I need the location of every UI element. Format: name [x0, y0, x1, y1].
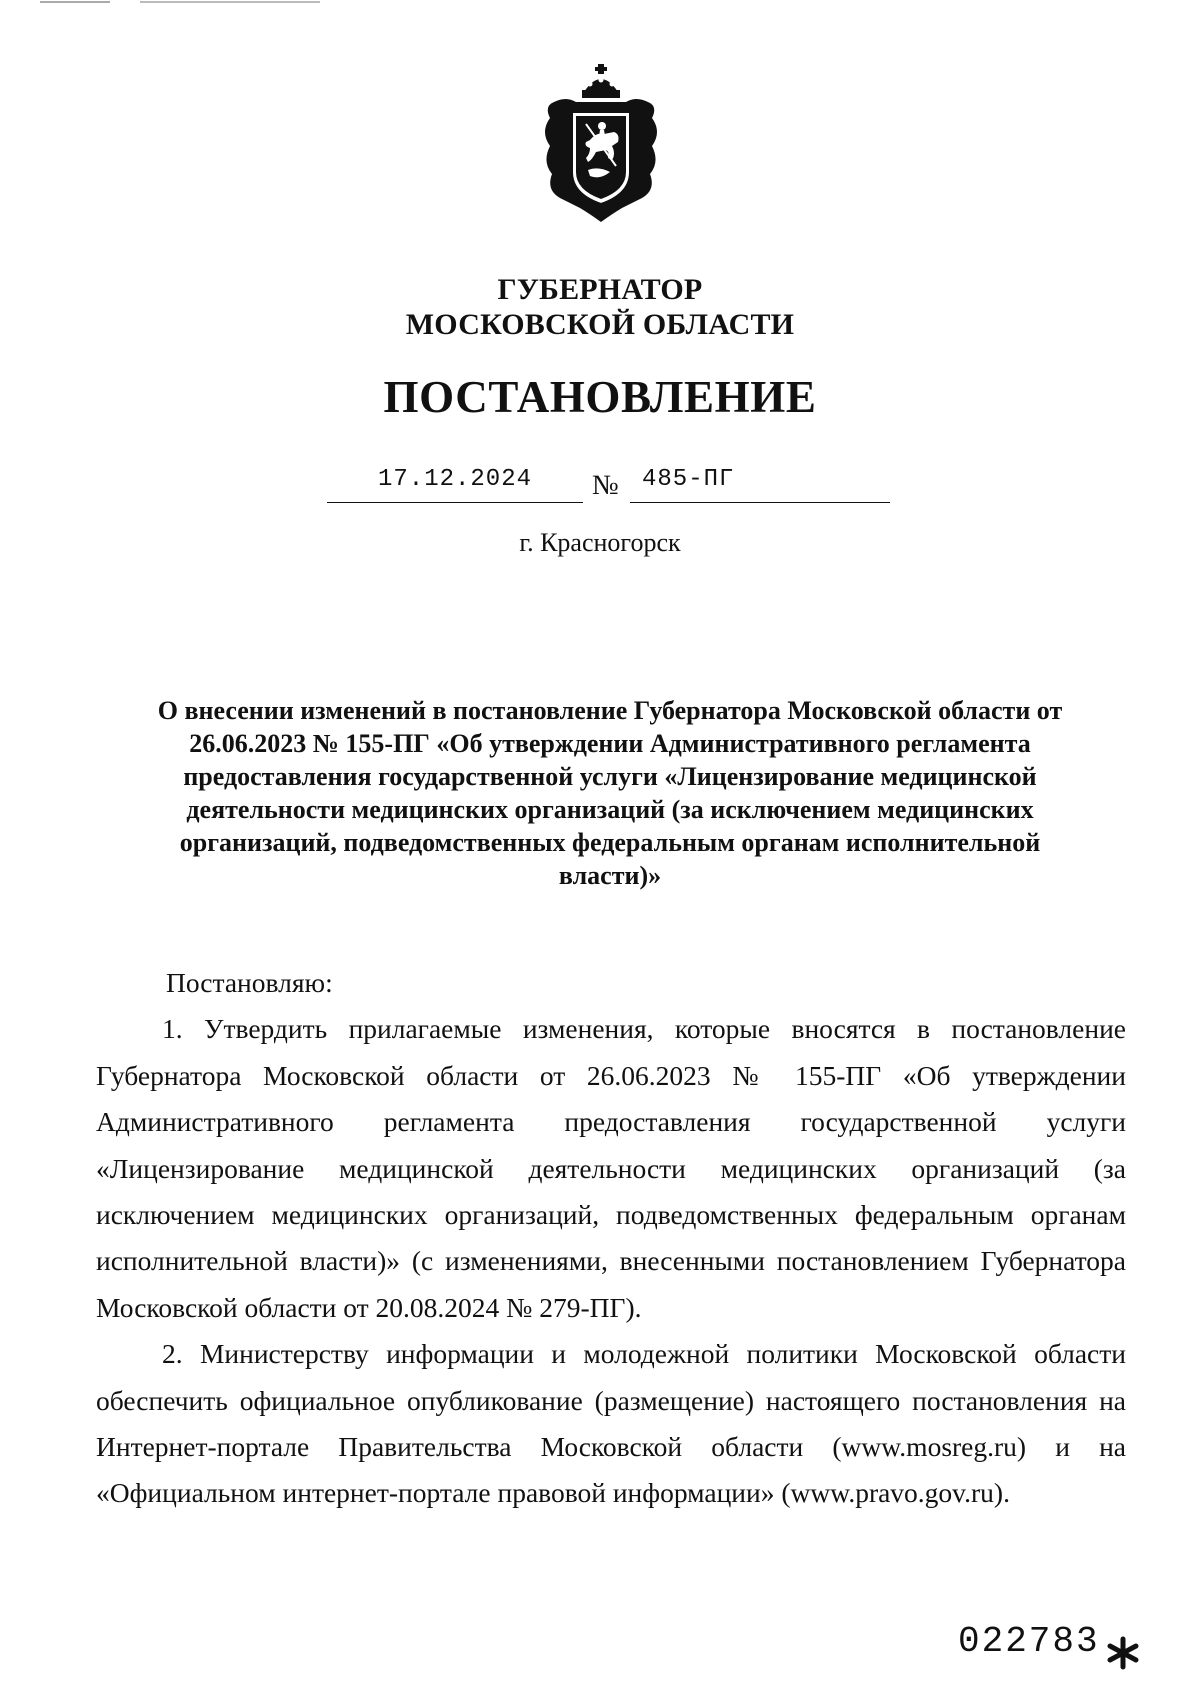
coat-of-arms-icon	[540, 62, 662, 224]
place-of-issue: г. Красногорск	[519, 528, 681, 557]
document-date-field	[327, 458, 583, 503]
paragraph-2: 2. Министерству информации и молодежной политики Московской области обеспечить официальное опубликование (размещение) настоящего постановления на Интернет-портале Правительства Московской области (www.mosreg.ru) и на «Официальном интернет-портале правовой информации» (www.pravo.gov.ru).	[96, 1338, 1126, 1509]
asterisk-stamp-icon	[1106, 1636, 1140, 1670]
document-type-title: ПОСТАНОВЛЕНИЕ	[383, 372, 817, 422]
number-sign: №	[592, 470, 619, 501]
document-number: 485-ПГ	[642, 466, 735, 493]
document-date: 17.12.2024	[377, 466, 533, 493]
authority-title-line1: ГУБЕРНАТОР	[497, 273, 703, 306]
document-number-field	[630, 458, 890, 503]
issuing-authority	[0, 272, 1200, 342]
resolve-clause: Постановляю:	[166, 967, 333, 998]
scan-edge-marks	[0, 0, 1200, 8]
document-subject-heading: О внесении изменений в постановление Губернатора Московской области от 26.06.2023 № 155-ПГ «Об утверждении Административного регламента предоставления государственной услуги «Лицензирование медицинской деятельности медицинских организаций (за исключением медицинских организаций, подведомственных федеральным органам исполнительной власти)»	[157, 696, 1063, 890]
document-body	[96, 960, 1126, 1517]
serial-number: 022783	[958, 1621, 1100, 1662]
paragraph-1: 1. Утвердить прилагаемые изменения, которые вносятся в постановление Губернатора Московской области от 26.06.2023 № 155-ПГ «Об утверждении Административного регламента предоставления государственной услуги «Лицензирование медицинской деятельности медицинских организаций (за исключением медицинских организаций, подведомственных федеральным органам исполнительной власти)» (с изменениями, внесенными постановлением Губернатора Московской области от 20.08.2024 № 279-ПГ).	[96, 1013, 1126, 1323]
authority-title-line2: МОСКОВСКОЙ ОБЛАСТИ	[405, 308, 795, 341]
